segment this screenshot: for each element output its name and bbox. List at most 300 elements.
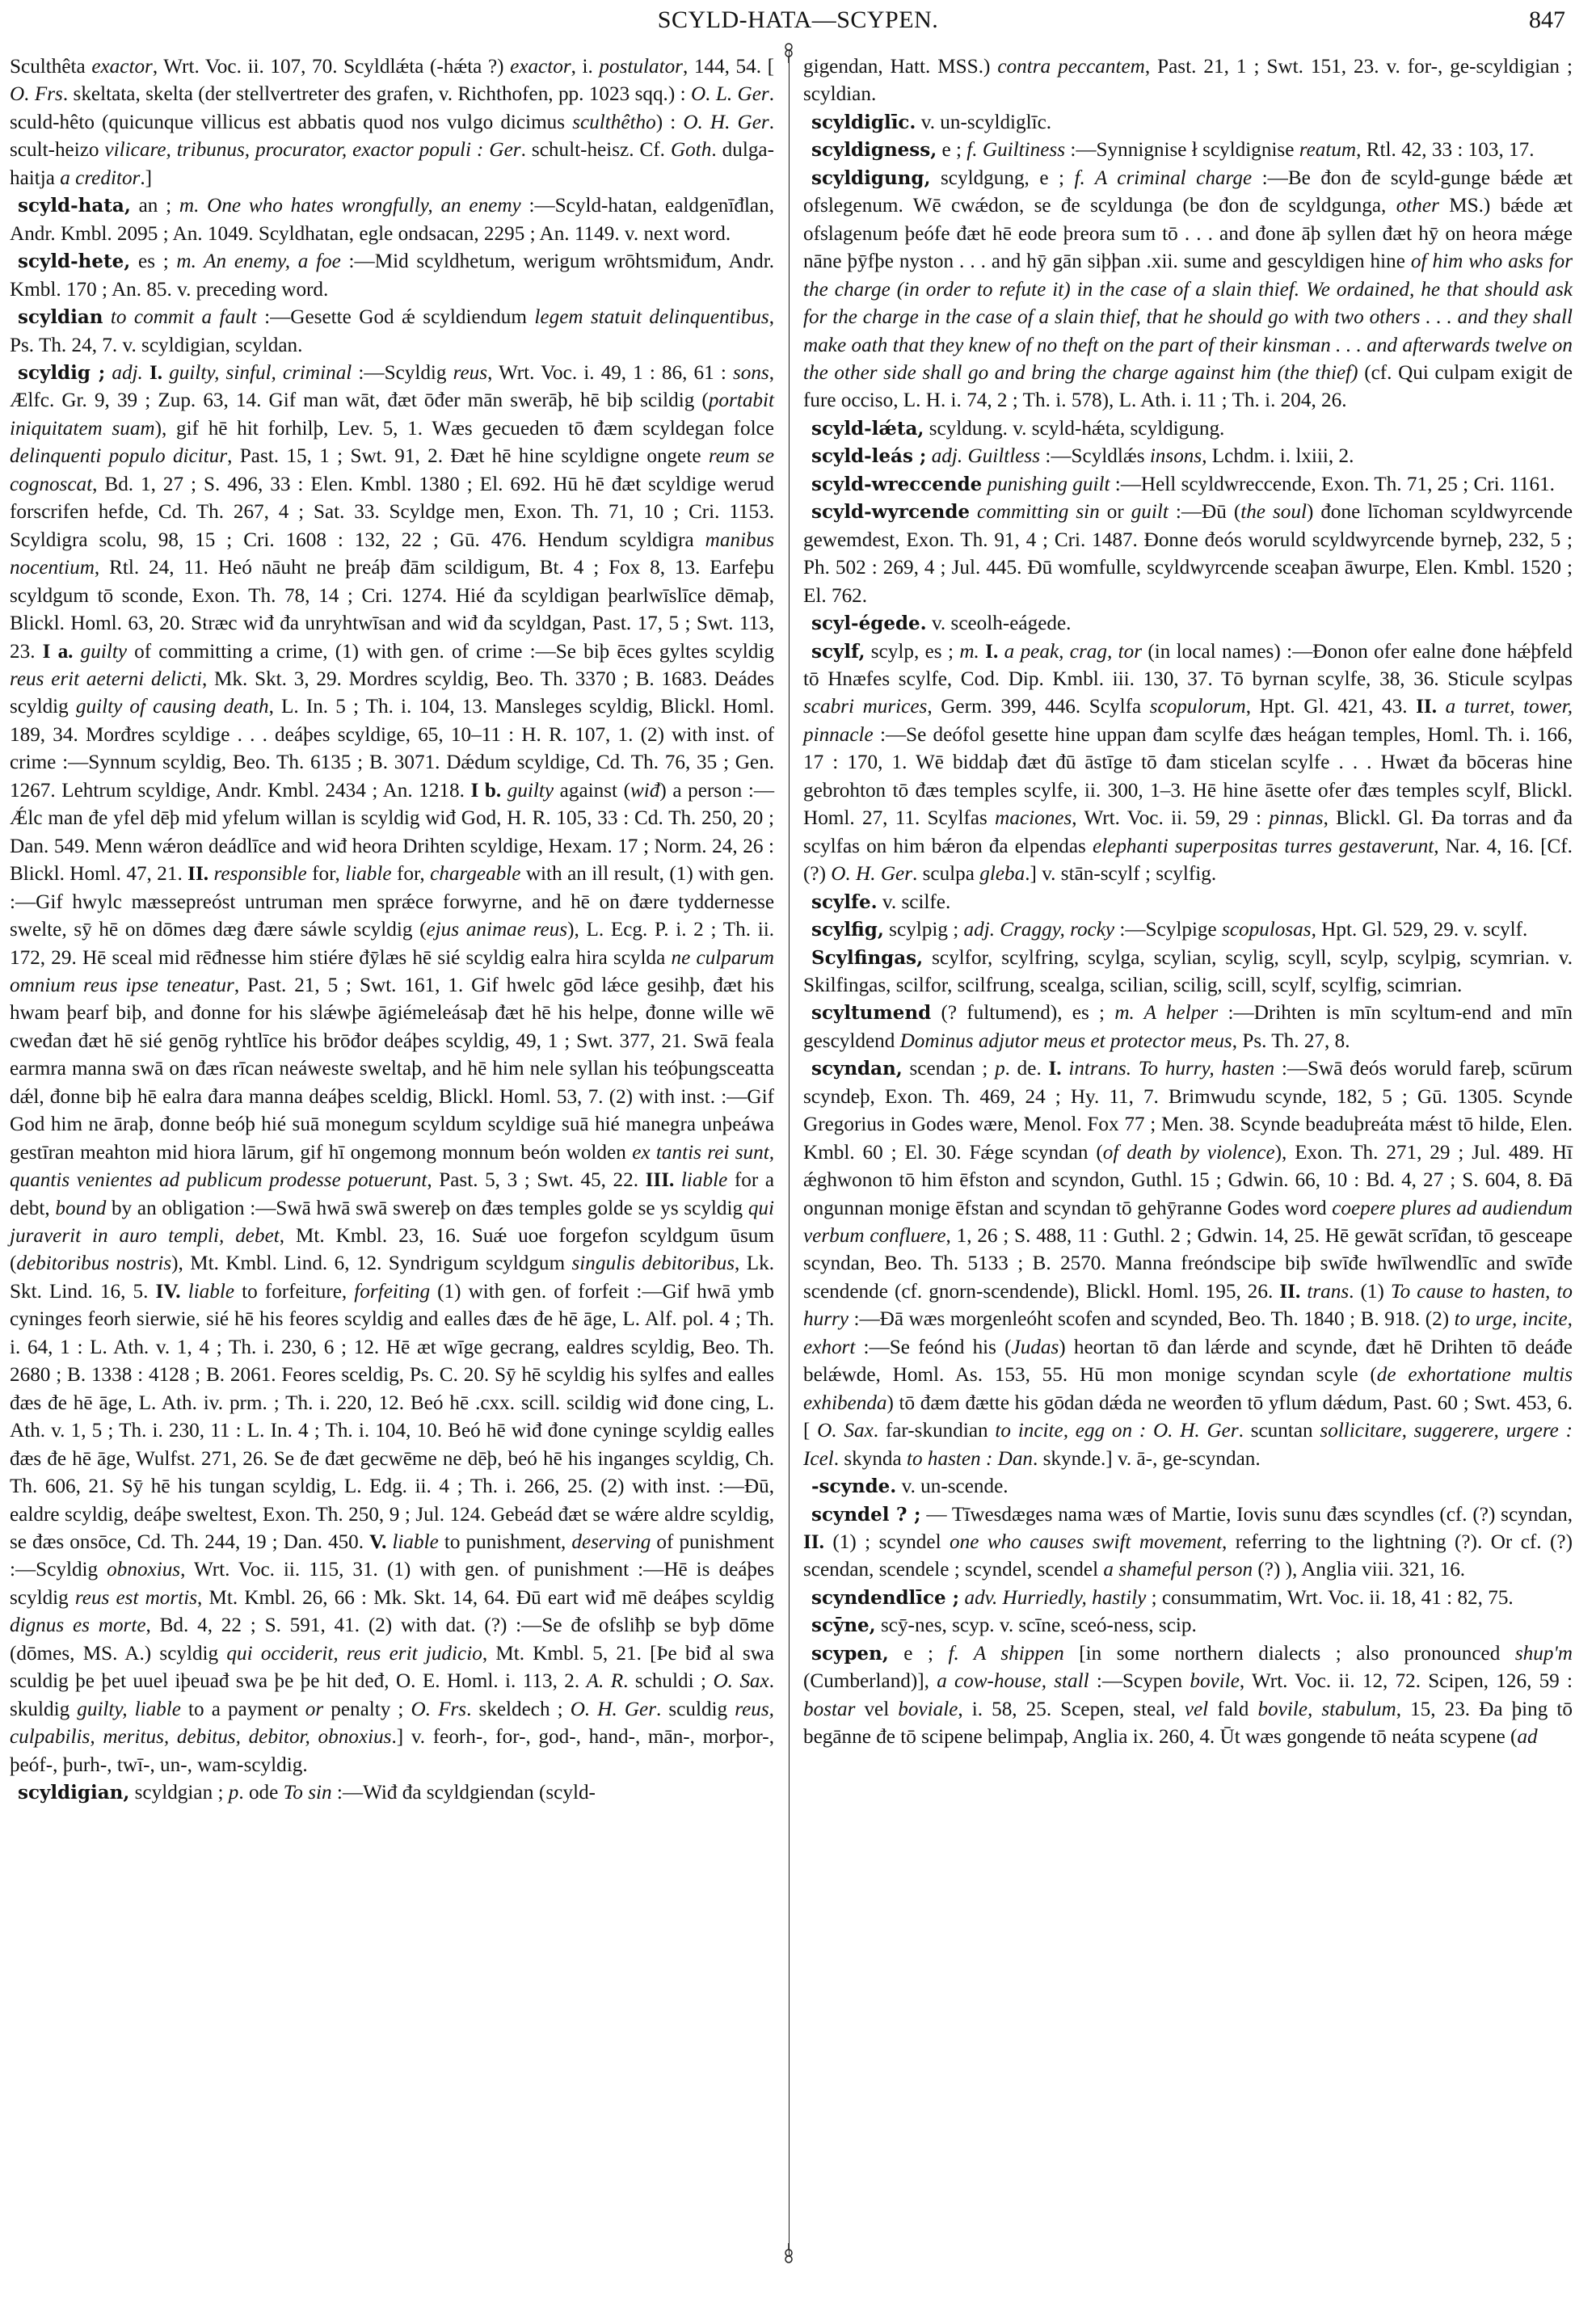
italic-gloss: reum se cognoscat xyxy=(10,445,774,495)
headword: scypen, xyxy=(811,1642,889,1665)
entry-text: ) a person :—Ǽlc man đe yfel dēþ mid yfelum willan is scyldig wiđ God, H. R. 105, 33 : Cd. Th. 250, 20 ; Dan. 549. Menn wǽron deádlīce and wiđ heora Drihten scyldige, Hexam. 17 ; Norm. 24, 26 : Blickl. Homl. 47, 21. xyxy=(10,779,775,886)
column-divider xyxy=(789,50,790,2256)
entry-text: , Blickl. Gl. Đa torras and đa scylfas on him bǽron đa elpendas xyxy=(803,807,1573,857)
sense-number: IV. xyxy=(155,1280,181,1303)
italic-gloss: guilt xyxy=(1131,501,1169,524)
dictionary-entry xyxy=(803,1585,1573,1612)
dictionary-entry xyxy=(803,1640,1573,1752)
italic-gloss: ejus animae reus xyxy=(426,919,568,941)
entry-text: , Bd. 1, 27 ; S. 496, 33 : Elen. Kmbl. 1380 ; El. 692. Hū hē đæt scyldige werud forscrifen hefde, Cd. Th. 267, 4 ; Sat. 33. Scyldge men, Exon. Th. 71, 10 ; Cri. 1153. Scyldigra scolu, 98, 15 ; Cri. 1608 : 132, 22 ; Gū. 476. Hendum scyldigra xyxy=(10,473,774,551)
entry-text xyxy=(162,362,169,384)
italic-gloss: intrans. To hurry, hasten xyxy=(1068,1058,1275,1080)
italic-gloss: f. A shippen xyxy=(948,1642,1064,1665)
entry-text: :—Đū ( xyxy=(1168,501,1241,524)
italic-gloss: m. An enemy, a foe xyxy=(176,250,341,273)
entry-text: an ; xyxy=(130,195,179,217)
italic-gloss: to incite, egg on : O. H. Ger xyxy=(995,1420,1239,1442)
entry-text: scylpig ; xyxy=(883,919,964,941)
entry-text: , Ælfc. Gr. 9, 39 ; Zup. 63, 14. Gif man wāt, đæt ōđer mān swerāþ, hē biþ scildig ( xyxy=(10,361,775,412)
italic-gloss: boviale xyxy=(898,1698,958,1720)
italic-gloss: Goth xyxy=(670,139,712,162)
italic-gloss: coepere plures ad audiendum verbum confluere xyxy=(803,1197,1573,1248)
dictionary-entry xyxy=(803,443,1573,470)
entry-text: :—Scyldlǽs xyxy=(1040,445,1150,468)
entry-text: . skeldech ; xyxy=(466,1698,571,1720)
headword: scyld-hete, xyxy=(18,250,131,273)
dictionary-entry xyxy=(803,1501,1573,1585)
entry-text: . xyxy=(140,166,145,189)
entry-text: , referring to the lightning (?). Or cf. (?) scendan, scendele ; scyndel, scendel xyxy=(803,1531,1573,1581)
italic-gloss: Judas xyxy=(1011,1336,1059,1358)
entry-text: , Bd. 4, 22 ; S. 591, 41. (2) with dat. (?) :—Se đe ofsliħþ se byþ dōme (dōmes, MS. A.) scyldig xyxy=(10,1614,774,1665)
entry-text xyxy=(103,306,111,328)
italic-gloss: reatum xyxy=(1299,139,1357,162)
headword: scyldiglīc. xyxy=(811,111,916,133)
sense-number: III. xyxy=(645,1169,675,1192)
entry-text: . sculdig xyxy=(656,1698,735,1720)
divider-top-ornament-icon xyxy=(781,42,797,63)
headword: scyldig ; xyxy=(18,361,106,384)
italic-gloss: qui juraverit in auro templi, debet xyxy=(10,1197,774,1248)
entry-text: :—Se feónd his ( xyxy=(855,1336,1012,1358)
italic-gloss: shup'm xyxy=(1514,1642,1573,1665)
italic-gloss: O. H. Ger xyxy=(831,863,913,886)
left-column xyxy=(10,53,774,1808)
italic-gloss: adj. Guiltless xyxy=(931,445,1041,468)
headword: scyl-égede. xyxy=(811,612,927,635)
right-column xyxy=(803,53,1573,1752)
italic-gloss: ad xyxy=(1517,1726,1538,1749)
entry-text: , Wrt. Voc. ii. 115, 31. (1) with gen. of punishment :—Hē is deáþes scyldig xyxy=(10,1559,774,1609)
entry-text xyxy=(998,641,1004,663)
italic-gloss: delinquenti populo dicitur xyxy=(10,445,228,468)
entry-text: (?) ), Anglia viii. 321, 16. xyxy=(1253,1559,1466,1581)
entry-continuation xyxy=(10,53,774,192)
headword: scyndendlīce ; xyxy=(811,1586,960,1609)
entry-text: penalty ; xyxy=(323,1698,411,1720)
entry-text: es ; xyxy=(130,250,177,273)
entry-text: ] xyxy=(145,166,153,189)
entry-text: — Tīwesdæges nama wæs of Martie, Iovis sunu đæs scyndles (cf. (?) scyndan, xyxy=(920,1503,1573,1526)
entry-text: of punishment :—Scyldig xyxy=(10,1531,774,1581)
entry-text: ) heortan tō đan lǽrde and scynde, đæt hē Drihten tō deáđe belǽwde, Homl. As. 153, 55. Hū mon monige scyndan scyle ( xyxy=(803,1336,1573,1387)
entry-text: [in some northern dialects ; also pronounced xyxy=(1063,1642,1515,1665)
entry-text: , i. xyxy=(571,56,600,78)
italic-gloss: sculthêtho xyxy=(572,111,656,133)
entry-text: Sculthêta xyxy=(10,56,92,78)
entry-text: ) tō đæm đætte his gōdan dǽda ne weorđen tō yflum dǽdum, Past. 60 ; Swt. 453, 6. [ xyxy=(803,1391,1573,1442)
entry-text: , Mt. Kmbl. 26, 66 : Mk. Skt. 14, 64. Đū eart wiđ mē deáþes scyldig xyxy=(197,1586,774,1609)
italic-gloss: reus xyxy=(453,361,488,384)
entry-text: ; consummatim, Wrt. Voc. ii. 18, 41 : 82, 75. xyxy=(1146,1586,1514,1609)
entry-text: or xyxy=(1099,501,1131,524)
italic-gloss: To cause to hasten, to hurry xyxy=(803,1280,1573,1331)
entry-text: (1) ; scyndel xyxy=(823,1531,950,1554)
entry-text: . ode xyxy=(238,1782,284,1804)
entry-text: , Ps. Th. 24, 7. v. scyldigian, scyldan. xyxy=(10,306,774,356)
headword: scylfig, xyxy=(811,919,884,941)
entry-text: :—Be đon đe scyld-gunge bǽde æt ofslegenum. Wē cwǽdon, se đe scyldunga (be đon đe scyldgunga, xyxy=(803,166,1573,217)
sense-number: II. xyxy=(1279,1280,1301,1303)
italic-gloss: a peak, crag, tor xyxy=(1004,640,1142,663)
page-number: 847 xyxy=(1529,6,1565,33)
entry-text: . scult-heizo xyxy=(10,111,774,162)
italic-gloss: maciones xyxy=(995,807,1072,830)
entry-text: , Rtl. 42, 33 : 103, 17. xyxy=(1356,139,1535,162)
italic-gloss: vilicare, tribunus, procurator, exactor populi : Ger xyxy=(104,139,521,162)
entry-continuation xyxy=(803,53,1573,109)
entry-text: against ( xyxy=(554,779,630,802)
entry-text: , Wrt. Voc. ii. 59, 29 : xyxy=(1072,807,1270,830)
italic-gloss: portabit iniquitatem suam xyxy=(10,389,774,440)
headword: scyld-wreccende xyxy=(811,473,983,495)
entry-text: , i. 58, 25. Scepen, steal, xyxy=(958,1698,1185,1720)
italic-gloss: reus erit aeterni delicti xyxy=(10,667,202,690)
italic-gloss: reus est mortis xyxy=(74,1586,197,1609)
entry-text: , Wrt. Voc. ii. 12, 72. Scipen, 126, 59 : xyxy=(1239,1670,1573,1693)
italic-gloss: bound xyxy=(55,1197,107,1219)
entry-text: scendan ; xyxy=(902,1058,996,1080)
entry-text: :—Synnignise ł scyldignise xyxy=(1065,139,1299,162)
italic-gloss: a shameful person xyxy=(1103,1559,1253,1581)
italic-gloss: O. L. Ger xyxy=(691,83,769,106)
entry-text: to punishment, xyxy=(438,1531,572,1554)
page-header xyxy=(0,0,1596,47)
italic-gloss: postulator xyxy=(599,56,683,78)
dictionary-entry xyxy=(803,109,1573,137)
italic-gloss: O. Sax xyxy=(817,1420,874,1442)
divider-bottom-ornament-icon xyxy=(781,2243,797,2264)
italic-gloss: exactor xyxy=(91,56,153,78)
entry-text xyxy=(501,780,507,802)
entry-text: with an ill result, (1) with gen. :—Gif hwylc mæssepreóst untruman men sprǽce forwyrne, and hē on đære tyddernesse swelte, sȳ hē on dōmes dæg đære sáwle scyldig ( xyxy=(10,863,774,941)
entry-text: , Wrt. Voc. ii. 107, 70. Scyldlǽta (-hǽta ?) xyxy=(152,56,511,78)
entry-text: , Germ. 399, 446. Scylfa xyxy=(927,696,1150,718)
sense-number: V. xyxy=(369,1531,387,1554)
italic-gloss: O. Frs xyxy=(411,1698,467,1720)
dictionary-entry xyxy=(803,1473,1573,1501)
entry-text: , Nar. 4, 16. [Cf. (?) xyxy=(803,835,1573,886)
italic-gloss: O. H. Ger xyxy=(683,111,769,133)
italic-gloss: contra peccantem xyxy=(997,56,1145,78)
sense-number: I. xyxy=(1048,1058,1062,1080)
italic-gloss: f. Guiltiness xyxy=(966,139,1066,162)
italic-gloss: of him who asks for the charge (in order to refute it) in the case of a slain thief. We ordained, he that should ask for the charge in the case of a slain thief, that he should go with two others . . . and they shall make oath that they knew of no theft on the part of their kinsman . . . and afterwards twelve on the other side shall go and bring the charge against him (the thief) xyxy=(803,250,1573,384)
italic-gloss: adj. Craggy, rocky xyxy=(963,919,1115,941)
dictionary-entry xyxy=(10,304,774,360)
entry-text: :—Gesette God ǽ scyldiendum xyxy=(256,306,535,329)
italic-gloss: liable xyxy=(392,1531,439,1554)
italic-gloss: ex tantis rei sunt, quantis venientes ad publicum prodesse potuerunt xyxy=(10,1141,774,1192)
entry-text: scylp, es ; xyxy=(865,640,960,663)
entry-text: . skeltata, skelta (der stellvertreter des grafen, v. Richthofen, pp. 1023 sqq.) : xyxy=(62,83,691,106)
entry-text: vel xyxy=(855,1698,899,1720)
italic-gloss: to commit a fault xyxy=(110,306,257,329)
italic-gloss: to urge, incite, exhort xyxy=(803,1308,1573,1358)
italic-gloss: chargeable xyxy=(430,863,521,886)
italic-gloss: qui occiderit, reus erit judicio xyxy=(226,1642,482,1665)
headword: scyldigung, xyxy=(811,166,931,189)
entry-text: :—Swā đeós woruld fareþ, scūrum scyndeþ, Exon. Th. 469, 24 ; Hy. 11, 7. Brimwudu scynde, 182, 5 ; Gū. 1305. Scynde Gregorius in Godes wære, Menol. Fox 77 ; Men. 38. Scynde beaduþreáta mǽst tō hilde, Elen. Kmbl. 60 ; El. 30. Fǽge scyndan ( xyxy=(803,1058,1573,1164)
italic-gloss: m. A helper xyxy=(1114,1002,1219,1025)
italic-gloss: reus, culpabilis, meritus, debitus, debitor, obnoxius xyxy=(10,1698,774,1749)
dictionary-entry xyxy=(803,1055,1573,1473)
headword: scyld-hata, xyxy=(18,195,131,217)
entry-text: ), Mt. Kmbl. Lind. 6, 12. Syndrigum scyldgum xyxy=(171,1252,572,1275)
sense-number: I. xyxy=(149,361,163,384)
entry-text: for, xyxy=(391,863,431,886)
entry-text xyxy=(73,641,80,663)
entry-text: scyldgian ; xyxy=(129,1782,229,1804)
italic-gloss: committing sin xyxy=(977,501,1100,524)
italic-gloss: elephanti superpositas turres gestaverunt xyxy=(1092,835,1434,857)
entry-text: , Hpt. Gl. 529, 29. v. scylf. xyxy=(1311,919,1528,941)
entry-text: v. sceolh-eágede. xyxy=(926,612,1072,635)
entry-text: for, xyxy=(306,863,346,886)
italic-gloss: bovile xyxy=(1190,1670,1240,1693)
headword: scyld-wyrcende xyxy=(811,501,971,524)
entry-text: e ; xyxy=(888,1642,949,1665)
headword: Scylfingas, xyxy=(811,946,924,969)
entry-text: (in local names) :—Đonon ofer ealne đone hǽþfeld tō Hnæfes scylfe, Cod. Dip. Kmbl. iii. 130, 37. Tō byrnan scylfe, 38, 36. Sticule scylpas xyxy=(803,640,1573,690)
italic-gloss: scopulorum xyxy=(1149,696,1246,718)
dictionary-entry xyxy=(803,471,1573,499)
italic-gloss: or xyxy=(305,1698,324,1720)
headword: scyldigness, xyxy=(811,139,937,162)
entry-text: e ; xyxy=(937,139,967,162)
italic-gloss: adj. xyxy=(112,361,143,384)
entry-text: , L. In. 5 ; Th. i. 104, 13. Mansleges scyldig, Blickl. Homl. 189, 34. Morđres scyldige . . . deáþes scyldige, 65, 10–11 : H. R. 107, 1. (2) with inst. of crime :—Synnum scyldig, Beo. Th. 6135 ; B. 3071. Dǽdum scyldige, Cd. Th. 76, 35 ; Gen. 1267. Lehtrum scyldige, Andr. Kmbl. 2434 ; An. 1218. xyxy=(10,696,775,802)
headword: scyndel ? ; xyxy=(811,1503,921,1526)
italic-gloss: legem statuit delinquentibus xyxy=(534,306,769,329)
dictionary-entry xyxy=(803,137,1573,164)
italic-gloss: manibus nocentium xyxy=(10,528,774,579)
entry-text xyxy=(1437,696,1446,718)
dictionary-entry xyxy=(803,945,1573,1000)
entry-text: , Past. 15, 1 ; Swt. 91, 2. Đæt hē hine scyldigne ongete xyxy=(227,445,709,468)
entry-text: :—Scypen xyxy=(1089,1670,1190,1693)
dictionary-entry xyxy=(10,248,774,304)
italic-gloss: a cow-house, stall xyxy=(937,1670,1089,1693)
entry-text: to a payment xyxy=(180,1698,305,1720)
italic-gloss: O. Sax xyxy=(713,1670,769,1693)
entry-text: gigendan, Hatt. MSS.) xyxy=(803,56,998,78)
entry-text: ), L. Ecg. P. i. 2 ; Th. ii. 172, 29. Hē sceal mid rēđnesse him stiére đȳlæs hē sié scyldig ealra hira scylda xyxy=(10,919,774,969)
entry-text: . scuntan xyxy=(1238,1420,1320,1442)
entry-text: . skynda xyxy=(833,1447,907,1470)
italic-gloss: scopulosas xyxy=(1222,919,1312,941)
italic-gloss: gleba xyxy=(979,863,1025,886)
italic-gloss: singulis debitoribus xyxy=(571,1252,735,1275)
headword: scyld-lǽta, xyxy=(811,417,924,440)
entry-text: for a debt, xyxy=(10,1169,774,1219)
sense-number: II. xyxy=(1416,696,1437,718)
entry-text: :—Đā wæs morgenleóht scofen and scynded, Beo. Th. 1840 ; B. 918. (2) xyxy=(848,1308,1455,1331)
dictionary-entry xyxy=(803,1612,1573,1640)
italic-gloss: insons xyxy=(1149,445,1202,468)
entry-text: , Past. 21, 5 ; Swt. 161, 1. Gif hwelc gōd lǽce gesihþ, đæt his hwam þearf biþ, and đonne for his slǽwþe āgiémeleásaþ đæt hē his helpe, đonne wille wē cweđan đæt hē sié genōg ryhtlīce his brōđor deáþes scyldig, 49, 1 ; Swt. 377, 21. Swā feala earmra manna swā on đæs rīcan neáweste sweltaþ, and hē him nele syllan his teóþungsceatta dǽl, đonne biþ hē ealra đara manna deáþes sceldig, Blickl. Homl. 53, 7. (2) with inst. :—Gif God him ne āraþ, đonne beóþ hié suā monegum scyldum scyldige suā hié manegra unþeáwa gestīran meahton mid hiora lārum, gif hī ongemong monnum beón wolden xyxy=(10,974,774,1164)
entry-text: . dulga-haitja xyxy=(10,139,774,189)
entry-text: ) đone līchoman scyldwyrcende gewemdest, Exon. Th. 91, 4 ; Cri. 1487. Đonne đeós woruld scyldwyrcende byrneþ, 232, 5 ; Ph. 502 : 269, 4 ; Jul. 445. Đū womfulle, scyldwyrcende sceaþan āwurpe, Elen. Kmbl. 1520 ; El. 762. xyxy=(803,501,1573,607)
headword: scyldian xyxy=(18,306,103,329)
entry-text xyxy=(181,1281,188,1303)
entry-text: scȳ-nes, scyp. v. scīne, sceó-ness, scip. xyxy=(875,1614,1197,1637)
dictionary-entry xyxy=(803,415,1573,443)
sense-number: I. xyxy=(985,640,999,663)
headword: scyndan, xyxy=(811,1058,903,1080)
entry-text: scylfor, scylfring, scylga, scylian, scylig, scyll, scylp, scylpig, scymrian. v. Skilfingas, scilfor, scilfrung, scealga, scilian, scilig, scill, scylf, scylfig, scimrian. xyxy=(803,946,1573,996)
italic-gloss: O. Frs xyxy=(10,83,63,106)
entry-text: :—Se deófol gesette hine uppan đam scylfe đæs heágan temples, Homl. Th. i. 166, 17 : 170, 1. Wē biddaþ đæt đū āstīge tō đam sticelan scylfe . . . Hwæt đa bōceras hine gebrohton tō đæs temples scylfe, ii. 300, 1–3. Hē hine āsette ofer đæs temples scylf, Blickl. Homl. 27, 11. Scylfas xyxy=(803,723,1573,830)
entry-text xyxy=(970,501,977,523)
entry-text: . de. xyxy=(1004,1058,1049,1080)
entry-text: . schult-heisz. Cf. xyxy=(520,139,671,162)
italic-gloss: f. A criminal charge xyxy=(1074,166,1253,189)
sense-number: I a. xyxy=(42,640,74,663)
italic-gloss: responsible xyxy=(213,863,307,886)
italic-gloss: To sin xyxy=(283,1782,332,1804)
entry-text: .] v. stān-scylf ; scylfig. xyxy=(1025,863,1217,886)
entry-text: (cf. Qui culpam exigit de fure occiso, L. H. i. 74, 2 ; Th. i. 578), L. Ath. i. 11 ; Th. i. 204, 26. xyxy=(803,361,1573,412)
entry-text: (? fultumend), es ; xyxy=(931,1002,1115,1025)
italic-gloss: ne culparum omnium reus ipse teneatur xyxy=(10,946,774,996)
entry-text: ), gif hē hit forhilþ, Lev. 5, 1. Wæs gecueden tō đæm scyldegan folce xyxy=(154,417,774,440)
dictionary-entry xyxy=(803,638,1573,889)
dictionary-entry xyxy=(10,192,774,248)
italic-gloss: bovile, stabulum xyxy=(1257,1698,1396,1720)
entry-text: , Hpt. Gl. 421, 43. xyxy=(1245,696,1417,718)
italic-gloss: O. H. Ger xyxy=(570,1698,657,1720)
dictionary-entry xyxy=(803,916,1573,944)
dictionary-entry xyxy=(10,360,774,1779)
entry-text: , Mk. Skt. 3, 29. Mordres scyldig, Beo. Th. 3370 ; B. 1683. Deádes scyldig xyxy=(10,667,774,718)
entry-text: .] v. feorh-, for-, god-, hand-, mān-, morþor-, þeóf-, þurh-, twī-, un-, wam-scyldig. xyxy=(10,1726,774,1776)
entry-text: . far-skundian xyxy=(873,1420,996,1442)
entry-text xyxy=(674,1169,681,1191)
headword: scylfe. xyxy=(811,890,878,913)
entry-text: . sculpa xyxy=(912,863,980,886)
italic-gloss: dignus es morte xyxy=(10,1614,146,1637)
italic-gloss: pinnas xyxy=(1269,807,1324,830)
entry-text: , 144, 54. [ xyxy=(683,56,775,78)
dictionary-entry xyxy=(803,165,1573,415)
headword: scyldigian, xyxy=(18,1782,130,1804)
headword: scȳne, xyxy=(811,1614,876,1637)
headword: scylf, xyxy=(811,640,865,663)
italic-gloss: scabri murices xyxy=(803,696,928,718)
italic-gloss: A. R xyxy=(586,1670,624,1693)
entry-text: , Wrt. Voc. i. 49, 1 : 86, 61 : xyxy=(487,361,733,384)
entry-text: . schuldi ; xyxy=(623,1670,714,1693)
dictionary-entry xyxy=(803,610,1573,638)
entry-text: ) : xyxy=(655,111,684,133)
italic-gloss: a turret, tower, pinnacle xyxy=(803,696,1573,746)
dictionary-entry xyxy=(803,889,1573,916)
entry-text: scyldgung, e ; xyxy=(930,166,1075,189)
entry-text: , 15, 23. Đa þing tō begānne đe tō scipene belimpaþ, Anglia ix. 260, 4. Ūt wæs gongende tō neáta scypene ( xyxy=(803,1698,1573,1749)
entry-text: . (1) xyxy=(1349,1280,1391,1303)
entry-text: , Ps. Th. 27, 8. xyxy=(1232,1029,1350,1052)
italic-gloss: de exhortatione multis exhibenda xyxy=(803,1364,1573,1414)
italic-gloss: guilty xyxy=(507,779,554,802)
running-title: SCYLD-HATA—SCYPEN. xyxy=(657,6,939,33)
italic-gloss: p xyxy=(995,1058,1005,1080)
entry-text: :—Scyldig xyxy=(352,361,453,384)
italic-gloss: one who causes swift movement xyxy=(950,1531,1223,1554)
dictionary-entry xyxy=(803,1000,1573,1055)
italic-gloss: sollicitare, suggerere, urgere : Icel xyxy=(803,1420,1573,1470)
italic-gloss: deserving xyxy=(571,1531,651,1554)
entry-text: , Lchdm. i. lxiii, 2. xyxy=(1202,445,1354,468)
entry-text: , Mt. Kmbl. 23, 16. Suǽ uoe forgefon scyldgum ūsum ( xyxy=(10,1225,774,1275)
entry-text: , Past. 5, 3 ; Swt. 45, 22. xyxy=(427,1169,646,1192)
italic-gloss: liable xyxy=(345,863,392,886)
italic-gloss: the soul xyxy=(1240,501,1307,524)
sense-number: II. xyxy=(187,863,209,886)
entry-text: by an obligation :—Swā hwā swā swereþ on đæs temples golde se ys scyldig xyxy=(106,1197,748,1219)
sense-number: II. xyxy=(803,1531,824,1554)
headword: -scynde. xyxy=(811,1475,897,1498)
entry-text: :—Scylpige xyxy=(1114,919,1223,941)
entry-text: :—Mid scyldhetum, werigum wrōhtsmiđum, Andr. Kmbl. 170 ; An. 85. v. preceding word. xyxy=(10,250,774,301)
italic-gloss: debitoribus nostris xyxy=(16,1252,172,1275)
entry-text: to forfeiture, xyxy=(234,1280,355,1303)
entry-text: . skynde.] v. ā-, ge-scyndan. xyxy=(1033,1447,1261,1470)
entry-text: :—Scyld-hatan, ealdgenīđlan, Andr. Kmbl. 2095 ; An. 1049. Scyldhatan, egle ondsacan, 2295 ; An. 1149. v. next word. xyxy=(10,195,775,245)
entry-text: , 1, 26 ; S. 488, 11 : Guthl. 2 ; Gdwin. 14, 25. Hē gewāt scrīđan, tō gesceape scyndan, Beo. Th. 5133 ; B. 2570. Manna freóndscipe biþ swīđe hwīlwendlīc and swīđe scendende (cf. gnorn-scendende), Blickl. Homl. 195, 26. xyxy=(803,1225,1573,1303)
entry-text: , Lk. Skt. Lind. 16, 5. xyxy=(10,1252,775,1303)
entry-text: :—Drihten is mīn scyltum-end and mīn gescyldend xyxy=(803,1002,1573,1052)
italic-gloss: guilty xyxy=(80,640,128,663)
headword: scyld-leás ; xyxy=(811,445,927,468)
dictionary-entry xyxy=(803,499,1573,610)
italic-gloss: vel xyxy=(1184,1698,1209,1720)
italic-gloss: adv. Hurriedly, hastily xyxy=(964,1586,1147,1609)
entry-text xyxy=(143,362,149,384)
italic-gloss: bostar xyxy=(803,1698,856,1720)
italic-gloss: m. One who hates wrongfully, an enemy xyxy=(179,195,521,217)
entry-text: :—Wiđ đa scyldgiendan (scyld- xyxy=(331,1782,596,1804)
entry-text: v. un-scende. xyxy=(896,1475,1009,1498)
italic-gloss: Dominus adjutor meus et protector meus xyxy=(899,1029,1232,1052)
italic-gloss: liable xyxy=(187,1280,235,1303)
italic-gloss: of death by violence xyxy=(1102,1141,1275,1164)
entry-text: , Mt. Kmbl. 5, 21. [Þe biđ al swa sculdig þe þet uuel iþeuađ swa þe þe hit deđ, O. E. Homl. i. 113, 2. xyxy=(10,1642,774,1693)
entry-text: . sculd-hêto (quicunque villicus est abbatis quod nos vulgo dicimus xyxy=(10,83,775,133)
italic-gloss: a creditor xyxy=(60,166,141,189)
entry-text: (Cumberland)], xyxy=(803,1670,937,1693)
italic-gloss: guilty of causing death xyxy=(75,696,269,718)
entry-text: v. un-scyldiglīc. xyxy=(916,111,1052,133)
italic-gloss: wiđ xyxy=(630,779,660,802)
dictionary-entry xyxy=(10,1779,774,1807)
italic-gloss: forfeiting xyxy=(354,1280,431,1303)
italic-gloss: m. xyxy=(959,640,979,663)
italic-gloss: punishing guilt xyxy=(987,473,1110,495)
entry-text: . skuldig xyxy=(10,1670,775,1720)
entry-text: of committing a crime, (1) with gen. of crime :—Se biþ ēces gyltes scyldig xyxy=(127,640,774,663)
italic-gloss: obnoxius xyxy=(107,1559,181,1581)
entry-text: (1) with gen. of forfeit :—Gif hwā ymb cyninges feorh sierwie, sié hē his feores scyldig and ealles đæs đe hē āge, L. Alf. pol. 4 ; Th. i. 64, 1 : L. Ath. v. 1, 4 ; Th. i. 230, 6 ; 12. Hē æt wīge gecrang, ealdres scyldig, Beo. Th. 2680 ; B. 1338 : 4128 ; B. 2061. Feores sceldig, Ps. C. 20. Sȳ hē scyldig his sylfes and ealles đæs đe hē āge, L. Ath. iv. prm. ; Th. i. 220, 12. Beó hē .cxx. scill. scildig wiđ đone cing, L. Ath. v. 1, 5 ; Th. i. 230, 11 : L. In. 4 ; Th. i. 104, 10. Beó hē wiđ đone cyninge scyldig ealles đæs đe hē āge, Wulfst. 271, 26. Se đe đæt gecwēme ne dēþ, beó hē his inganges scyldig, Ch. Th. 606, 21. Sȳ hē his tungan scyldig, L. Edg. ii. 4 ; Th. i. 266, 25. (2) with inst. :—Đū, ealdre scyldig, deáþe sweltest, Exon. Th. 250, 9 ; Jul. 124. Gebeád đæt se wǽre aldre scyldig, se đæs onsōce, Cd. Th. 244, 19 ; Dan. 450. xyxy=(10,1280,775,1554)
italic-gloss: sons xyxy=(732,361,769,384)
italic-gloss: exactor xyxy=(510,56,571,78)
entry-text: MS.) bǽde æt ofslagenum þeófe đæt hē eode þreora sum tō . . . and đone āþ syllen đæt hȳ on heora mǽge nāne þȳfþe nyston . . . and hȳ gān siþþan .xii. sume and gescyldigen hine xyxy=(803,195,1573,273)
italic-gloss: to hasten : Dan xyxy=(907,1447,1034,1470)
italic-gloss: liable xyxy=(680,1169,728,1192)
entry-text: v. scilfe. xyxy=(877,890,951,913)
entry-text: fald xyxy=(1208,1698,1258,1720)
entry-text: scyldung. v. scyld-hǽta, scyldigung. xyxy=(924,417,1225,440)
